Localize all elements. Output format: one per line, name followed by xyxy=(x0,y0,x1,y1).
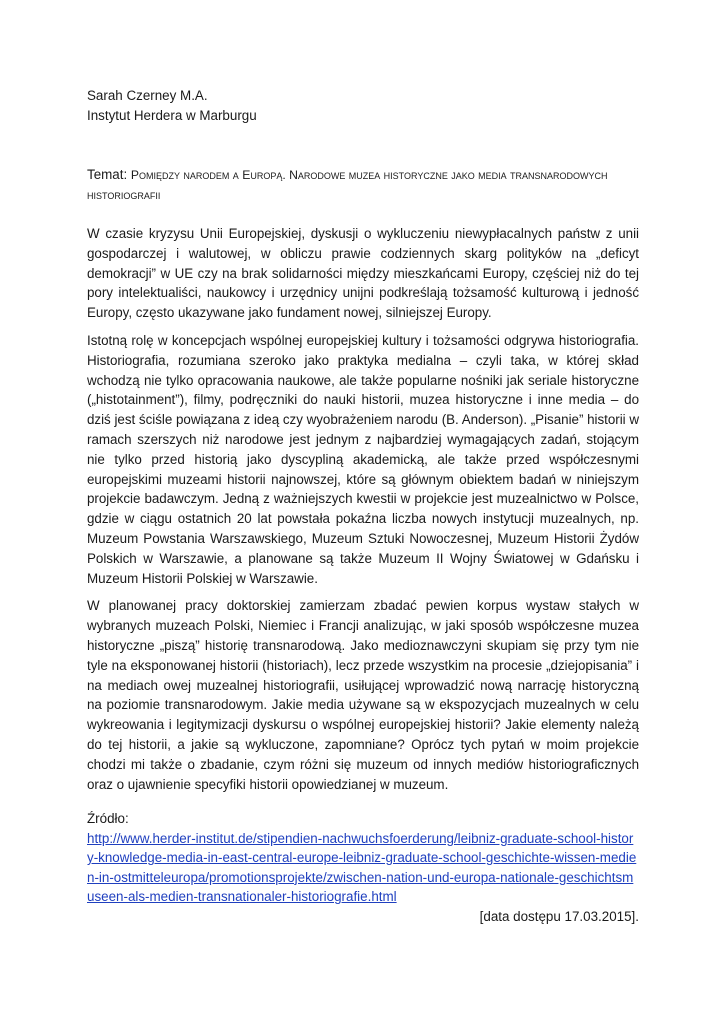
source-block xyxy=(87,809,639,926)
document-page xyxy=(87,86,639,926)
access-date: [data dostępu 17.03.2015]. xyxy=(479,908,639,924)
topic-label: Temat: xyxy=(87,167,131,182)
paragraph-1: W czasie kryzysu Unii Europejskiej, dyskusji o wykluczeniu niewypłacalnych państw z unii gospodarczej i walutowej, w obliczu prawie codziennych skarg polityków na „deficyt demokracji” w UE czy na brak solidarności między mieszkańcami Europy, częściej niż do tej pory intelektualiści, naukowcy i urzędnicy unijni podkreślają tożsamość kulturową i jedność Europy, często ukazywane jako fundament nowej, silniejszej Europy. xyxy=(87,226,639,321)
body-text xyxy=(87,224,639,794)
author-name: Sarah Czerney M.A. xyxy=(87,88,208,103)
paragraph-3: W planowanej pracy doktorskiej zamierzam zbadać pewien korpus wystaw stałych w wybranych muzeach Polski, Niemiec i Francji analizując, w jaki sposób współczesne muzea historyczne „piszą” historię transnarodową. Jako medioznawczyni skupiam się przy tym nie tyle na eksponowanej historii (historiach), lecz przede wszystkim na procesie „dziejopisania” i na mediach owej muzealnej historiografii, usiłującej wprowadzić nową narrację historyczną na poziomie transnarodowym. Jakie media używane są w ekspozycjach muzealnych w celu wykreowania i legitymizacji dyskursu o wspólnej europejskiej historii? Jakie elementy należą do tej historii, a jakie są wykluczone, zapomniane? Oprócz tych pytań w moim projekcie chodzi mi także o zbadanie, czym różni się muzeum od innych mediów historiograficznych oraz o ujawnienie specyfiki historii opowiedzianej w muzeum. xyxy=(87,598,639,792)
topic-heading xyxy=(87,165,639,205)
topic-title: Pomiędzy narodem a Europą. Narodowe muzea historyczne jako media transnarodowych historiografii xyxy=(87,168,608,202)
author-institute: Instytut Herdera w Marburgu xyxy=(87,107,257,123)
source-label: Źródło: xyxy=(87,811,129,827)
paragraph-2: Istotną rolę w koncepcjach wspólnej europejskiej kultury i tożsamości odgrywa historiografia. Historiografia, rozumiana szeroko jako praktyka medialna – czyli taka, w której skład wchodzą nie tylko opracowania naukowe, ale także popularne nośniki jak seriale historyczne („histotainment”), filmy, podręczniki do nauki historii, muzea historyczne i inne media – do dziś jest ściśle powiązana z ideą czy wyobrażeniem narodu (B. Anderson). „Pisanie” historii w ramach szerszych niż narodowe jest jednym z najbardziej wymagających zadań, stojącym nie tylko przed historią jako dyscypliną akademicką, ale także przed współczesnymi europejskimi muzeami historii najnowszej, które są głównym obiektem badań w niniejszym projekcie badawczym. Jedną z ważniejszych kwestii w projekcie jest muzealnictwo w Polsce, gdzie w ciągu ostatnich 20 lat powstała pokaźna liczba nowych instytucji muzealnych, np. Muzeum Powstania Warszawskiego, Muzeum Sztuki Nowoczesnej, Muzeum Historii Żydów Polskich w Warszawie, a planowane są także Muzeum II Wojny Światowej w Gdańsku i Muzeum Historii Polskiej w Warszawie. xyxy=(87,332,639,586)
author-block xyxy=(87,86,639,125)
source-link[interactable]: http://www.herder-institut.de/stipendien-nachwuchsfoerderung/leibniz-graduate-school-history-knowledge-media-in-east-central-europe-leibniz-graduate-school-geschichte-wissen-medien-in-ostmitteleuropa/promotionsprojekte/zwischen-nation-und-europa-nationale-geschichtsmuseen-als-medien-transnationaler-historiografie.html xyxy=(87,830,637,905)
